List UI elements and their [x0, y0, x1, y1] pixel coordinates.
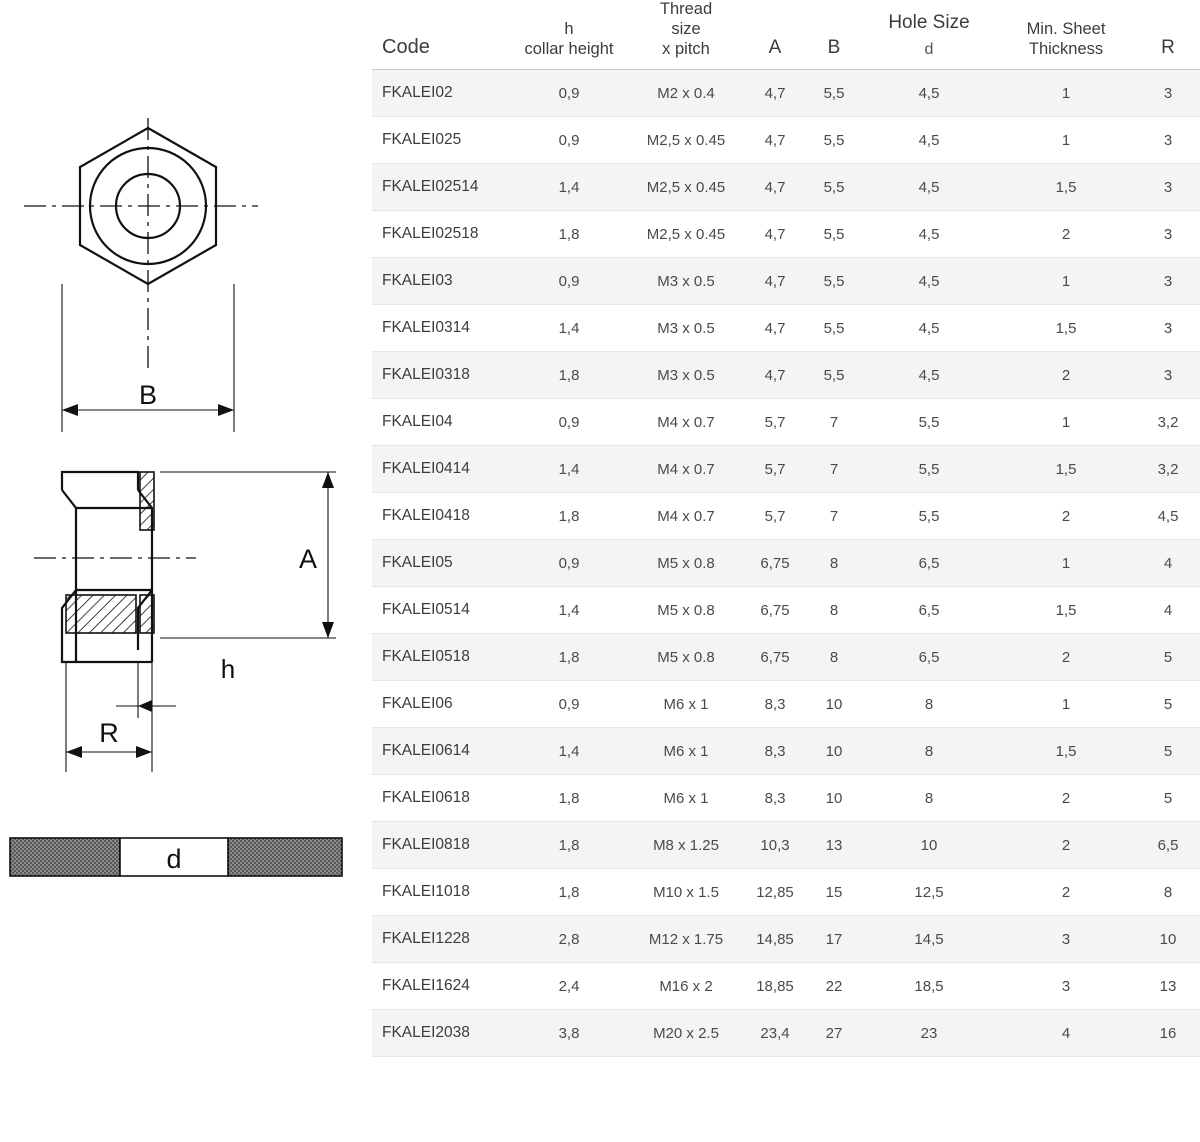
cell-collar-height: 1,4 [510, 587, 628, 634]
column-header-a: A [744, 0, 806, 70]
hex-nut-top-view [0, 0, 372, 450]
cell-b: 5,5 [806, 258, 862, 305]
table-row [372, 728, 1200, 775]
cell-a: 4,7 [744, 352, 806, 399]
cell-min-sheet-thickness: 1,5 [996, 728, 1136, 775]
column-header-r: R [1136, 0, 1200, 70]
table-row [372, 399, 1200, 446]
table-row [372, 587, 1200, 634]
cell-thread-size: M5 x 0.8 [628, 634, 744, 681]
cell-collar-height: 0,9 [510, 117, 628, 164]
table-row [372, 493, 1200, 540]
cell-r: 3 [1136, 258, 1200, 305]
cell-hole-size: 4,5 [862, 70, 996, 117]
cell-b: 5,5 [806, 211, 862, 258]
cell-code: FKALEI02518 [372, 211, 510, 258]
cell-b: 15 [806, 869, 862, 916]
cell-a: 4,7 [744, 164, 806, 211]
table-row [372, 963, 1200, 1010]
cell-code: FKALEI02514 [372, 164, 510, 211]
cell-collar-height: 1,4 [510, 164, 628, 211]
cell-hole-size: 5,5 [862, 446, 996, 493]
cell-a: 23,4 [744, 1010, 806, 1057]
column-header-sheet-1: Min. Sheet [1026, 19, 1106, 38]
cell-r: 5 [1136, 634, 1200, 681]
cell-a: 14,85 [744, 916, 806, 963]
cell-r: 3,2 [1136, 446, 1200, 493]
cell-a: 5,7 [744, 446, 806, 493]
cell-a: 8,3 [744, 728, 806, 775]
cell-r: 3 [1136, 164, 1200, 211]
cell-hole-size: 4,5 [862, 305, 996, 352]
cell-hole-size: 4,5 [862, 258, 996, 305]
cell-code: FKALEI0818 [372, 822, 510, 869]
cell-min-sheet-thickness: 1,5 [996, 446, 1136, 493]
cell-collar-height: 0,9 [510, 258, 628, 305]
cell-code: FKALEI1228 [372, 916, 510, 963]
cell-b: 5,5 [806, 164, 862, 211]
cell-min-sheet-thickness: 3 [996, 963, 1136, 1010]
cell-thread-size: M2,5 x 0.45 [628, 117, 744, 164]
cell-hole-size: 4,5 [862, 352, 996, 399]
cell-hole-size: 8 [862, 728, 996, 775]
cell-thread-size: M5 x 0.8 [628, 540, 744, 587]
cell-hole-size: 5,5 [862, 493, 996, 540]
cell-b: 5,5 [806, 70, 862, 117]
cell-b: 10 [806, 728, 862, 775]
cell-collar-height: 1,8 [510, 822, 628, 869]
hex-flange-nut-section-view [0, 450, 372, 820]
cell-r: 5 [1136, 681, 1200, 728]
cell-b: 22 [806, 963, 862, 1010]
dimension-label-r: R [99, 718, 119, 748]
cell-b: 8 [806, 587, 862, 634]
cell-thread-size: M2,5 x 0.45 [628, 164, 744, 211]
table-row [372, 117, 1200, 164]
cell-thread-size: M3 x 0.5 [628, 352, 744, 399]
cell-code: FKALEI05 [372, 540, 510, 587]
cell-r: 13 [1136, 963, 1200, 1010]
cell-r: 3 [1136, 117, 1200, 164]
cell-r: 4,5 [1136, 493, 1200, 540]
specification-table [372, 0, 1200, 1057]
cell-hole-size: 10 [862, 822, 996, 869]
table-header [372, 0, 1200, 70]
cell-b: 17 [806, 916, 862, 963]
column-header-hole-size-symbol: d [924, 40, 934, 58]
cell-hole-size: 18,5 [862, 963, 996, 1010]
cell-b: 10 [806, 775, 862, 822]
cell-collar-height: 1,8 [510, 775, 628, 822]
column-header-collar-height [510, 0, 628, 70]
cell-thread-size: M6 x 1 [628, 728, 744, 775]
column-header-thread-size [628, 0, 744, 70]
column-header-h-text: collar height [524, 39, 614, 58]
cell-code: FKALEI0514 [372, 587, 510, 634]
cell-code: FKALEI04 [372, 399, 510, 446]
cell-a: 4,7 [744, 258, 806, 305]
cell-r: 3 [1136, 211, 1200, 258]
cell-r: 6,5 [1136, 822, 1200, 869]
table-row [372, 305, 1200, 352]
column-header-code: Code [372, 0, 510, 70]
cell-code: FKALEI025 [372, 117, 510, 164]
table-row [372, 681, 1200, 728]
table-row [372, 164, 1200, 211]
cell-min-sheet-thickness: 1 [996, 681, 1136, 728]
cell-collar-height: 1,8 [510, 869, 628, 916]
cell-thread-size: M4 x 0.7 [628, 446, 744, 493]
cell-code: FKALEI0418 [372, 493, 510, 540]
cell-hole-size: 14,5 [862, 916, 996, 963]
cell-min-sheet-thickness: 2 [996, 493, 1136, 540]
table-row [372, 775, 1200, 822]
cell-hole-size: 12,5 [862, 869, 996, 916]
cell-hole-size: 5,5 [862, 399, 996, 446]
cell-a: 12,85 [744, 869, 806, 916]
dimension-label-b: B [138, 380, 158, 410]
cell-b: 10 [806, 681, 862, 728]
column-header-thread-2: size [671, 19, 701, 38]
cell-hole-size: 23 [862, 1010, 996, 1057]
cell-a: 4,7 [744, 70, 806, 117]
sheet-thickness-view [0, 820, 372, 940]
cell-hole-size: 6,5 [862, 587, 996, 634]
cell-code: FKALEI1018 [372, 869, 510, 916]
table-row [372, 822, 1200, 869]
cell-min-sheet-thickness: 1,5 [996, 587, 1136, 634]
column-header-min-sheet-thickness [996, 0, 1136, 70]
cell-min-sheet-thickness: 1 [996, 258, 1136, 305]
cell-thread-size: M4 x 0.7 [628, 493, 744, 540]
cell-collar-height: 0,9 [510, 681, 628, 728]
cell-b: 5,5 [806, 305, 862, 352]
cell-min-sheet-thickness: 2 [996, 211, 1136, 258]
cell-b: 8 [806, 540, 862, 587]
cell-a: 4,7 [744, 211, 806, 258]
cell-collar-height: 1,8 [510, 352, 628, 399]
cell-min-sheet-thickness: 1 [996, 70, 1136, 117]
table-row [372, 916, 1200, 963]
cell-thread-size: M6 x 1 [628, 775, 744, 822]
cell-code: FKALEI02 [372, 70, 510, 117]
cell-a: 10,3 [744, 822, 806, 869]
dimension-label-a: A [298, 544, 318, 574]
table-row [372, 869, 1200, 916]
cell-a: 6,75 [744, 540, 806, 587]
column-header-thread-3: x pitch [662, 39, 710, 58]
cell-b: 7 [806, 399, 862, 446]
cell-b: 13 [806, 822, 862, 869]
cell-b: 7 [806, 446, 862, 493]
column-header-sheet-2: Thickness [1028, 39, 1104, 58]
cell-a: 8,3 [744, 681, 806, 728]
cell-hole-size: 6,5 [862, 540, 996, 587]
table-row [372, 352, 1200, 399]
cell-collar-height: 1,8 [510, 211, 628, 258]
cell-b: 5,5 [806, 352, 862, 399]
cell-min-sheet-thickness: 2 [996, 869, 1136, 916]
cell-b: 8 [806, 634, 862, 681]
cell-hole-size: 4,5 [862, 117, 996, 164]
cell-thread-size: M5 x 0.8 [628, 587, 744, 634]
cell-thread-size: M3 x 0.5 [628, 305, 744, 352]
cell-a: 18,85 [744, 963, 806, 1010]
cell-b: 5,5 [806, 117, 862, 164]
cell-collar-height: 1,4 [510, 305, 628, 352]
table-row [372, 70, 1200, 117]
cell-thread-size: M16 x 2 [628, 963, 744, 1010]
cell-min-sheet-thickness: 2 [996, 822, 1136, 869]
table-row [372, 540, 1200, 587]
cell-thread-size: M12 x 1.75 [628, 916, 744, 963]
cell-min-sheet-thickness: 1 [996, 117, 1136, 164]
cell-min-sheet-thickness: 1,5 [996, 164, 1136, 211]
table-body [372, 70, 1200, 1057]
cell-thread-size: M4 x 0.7 [628, 399, 744, 446]
cell-collar-height: 2,4 [510, 963, 628, 1010]
cell-collar-height: 1,4 [510, 728, 628, 775]
cell-a: 6,75 [744, 634, 806, 681]
cell-min-sheet-thickness: 1 [996, 399, 1136, 446]
column-header-thread-1: Thread [659, 0, 713, 18]
cell-thread-size: M3 x 0.5 [628, 258, 744, 305]
cell-thread-size: M2 x 0.4 [628, 70, 744, 117]
cell-collar-height: 1,4 [510, 446, 628, 493]
cell-r: 4 [1136, 540, 1200, 587]
cell-r: 16 [1136, 1010, 1200, 1057]
cell-min-sheet-thickness: 2 [996, 352, 1136, 399]
cell-code: FKALEI06 [372, 681, 510, 728]
cell-a: 5,7 [744, 493, 806, 540]
cell-code: FKALEI03 [372, 258, 510, 305]
cell-min-sheet-thickness: 2 [996, 634, 1136, 681]
cell-hole-size: 8 [862, 775, 996, 822]
cell-a: 5,7 [744, 399, 806, 446]
cell-r: 5 [1136, 775, 1200, 822]
column-header-h-symbol: h [564, 19, 574, 38]
cell-r: 3 [1136, 352, 1200, 399]
table-row [372, 446, 1200, 493]
cell-thread-size: M10 x 1.5 [628, 869, 744, 916]
cell-hole-size: 6,5 [862, 634, 996, 681]
cell-r: 4 [1136, 587, 1200, 634]
column-header-b: B [806, 0, 862, 70]
cell-code: FKALEI0318 [372, 352, 510, 399]
cell-collar-height: 3,8 [510, 1010, 628, 1057]
cell-a: 6,75 [744, 587, 806, 634]
column-header-hole-size [862, 0, 996, 70]
table-row [372, 634, 1200, 681]
cell-code: FKALEI0414 [372, 446, 510, 493]
cell-thread-size: M6 x 1 [628, 681, 744, 728]
cell-hole-size: 8 [862, 681, 996, 728]
dimension-label-d: d [166, 844, 182, 874]
cell-r: 8 [1136, 869, 1200, 916]
cell-r: 3 [1136, 305, 1200, 352]
cell-b: 7 [806, 493, 862, 540]
cell-a: 8,3 [744, 775, 806, 822]
specification-table-container [372, 0, 1200, 1142]
technical-drawings-panel [0, 0, 372, 1142]
cell-hole-size: 4,5 [862, 211, 996, 258]
cell-b: 27 [806, 1010, 862, 1057]
cell-min-sheet-thickness: 3 [996, 916, 1136, 963]
cell-thread-size: M20 x 2.5 [628, 1010, 744, 1057]
cell-collar-height: 2,8 [510, 916, 628, 963]
dimension-label-h: h [220, 654, 236, 684]
cell-min-sheet-thickness: 2 [996, 775, 1136, 822]
table-row [372, 211, 1200, 258]
table-row [372, 258, 1200, 305]
cell-min-sheet-thickness: 4 [996, 1010, 1136, 1057]
cell-min-sheet-thickness: 1 [996, 540, 1136, 587]
cell-code: FKALEI0314 [372, 305, 510, 352]
cell-a: 4,7 [744, 117, 806, 164]
cell-r: 3 [1136, 70, 1200, 117]
cell-collar-height: 0,9 [510, 70, 628, 117]
column-header-hole-size-text: Hole Size [888, 12, 970, 34]
cell-r: 10 [1136, 916, 1200, 963]
cell-collar-height: 0,9 [510, 540, 628, 587]
cell-r: 3,2 [1136, 399, 1200, 446]
cell-code: FKALEI0614 [372, 728, 510, 775]
cell-r: 5 [1136, 728, 1200, 775]
cell-thread-size: M2,5 x 0.45 [628, 211, 744, 258]
cell-code: FKALEI2038 [372, 1010, 510, 1057]
cell-a: 4,7 [744, 305, 806, 352]
cell-code: FKALEI1624 [372, 963, 510, 1010]
cell-min-sheet-thickness: 1,5 [996, 305, 1136, 352]
cell-collar-height: 1,8 [510, 634, 628, 681]
cell-code: FKALEI0518 [372, 634, 510, 681]
cell-collar-height: 0,9 [510, 399, 628, 446]
cell-collar-height: 1,8 [510, 493, 628, 540]
cell-code: FKALEI0618 [372, 775, 510, 822]
cell-hole-size: 4,5 [862, 164, 996, 211]
cell-thread-size: M8 x 1.25 [628, 822, 744, 869]
table-row [372, 1010, 1200, 1057]
